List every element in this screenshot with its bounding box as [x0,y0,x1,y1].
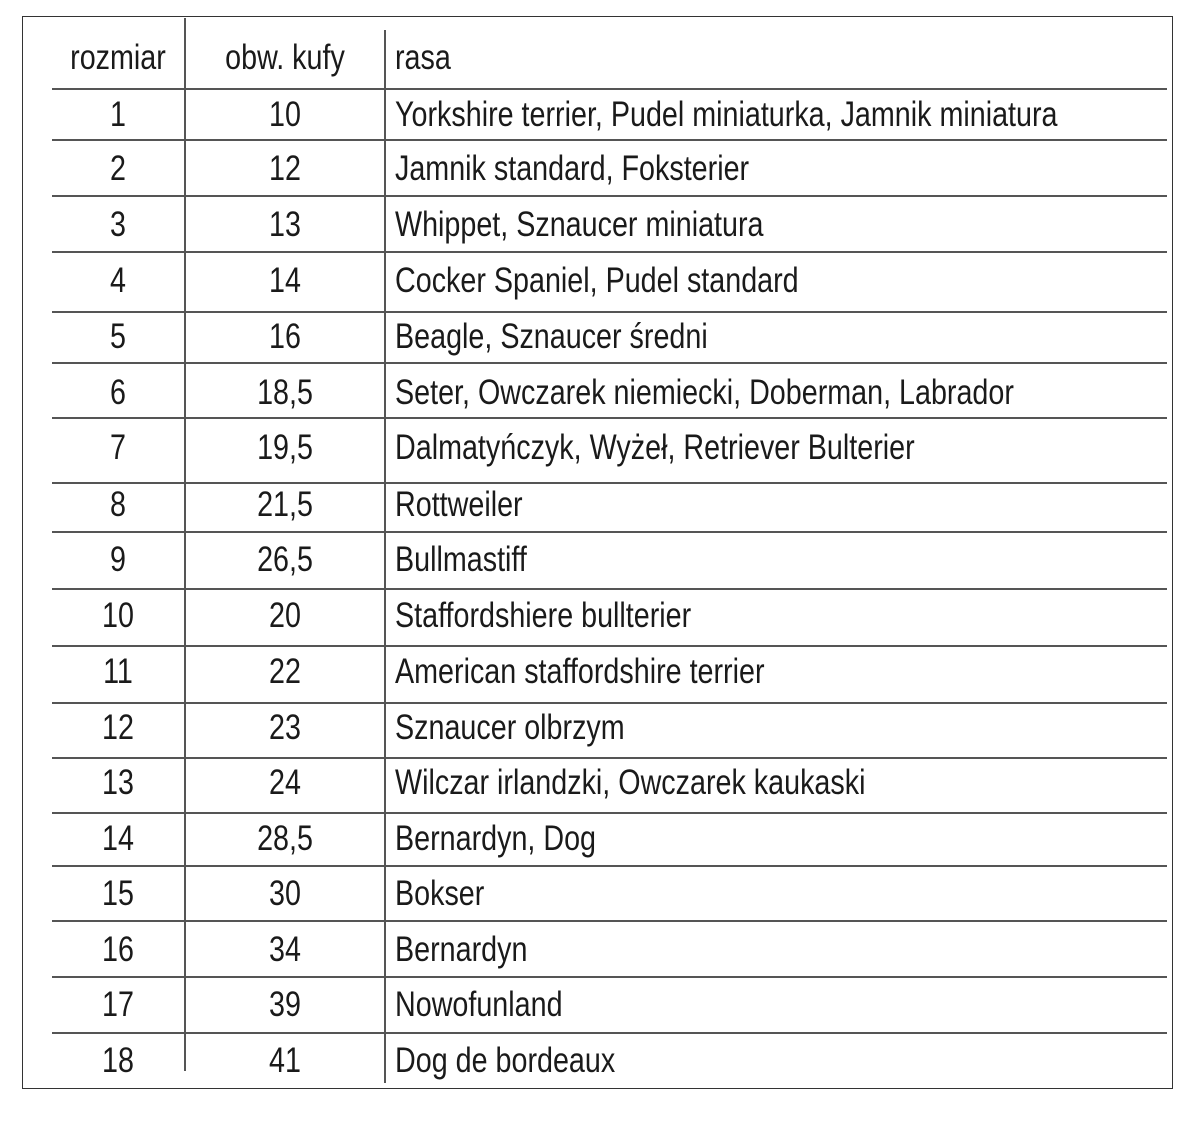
cell-breed: American staffordshire terrier [395,652,765,691]
cell-muzzle: 30 [269,874,301,913]
header-size: rozmiar [70,38,166,77]
cell-muzzle: 34 [269,930,301,969]
cell-breed: Jamnik standard, Foksterier [395,149,750,188]
cell-breed: Bernardyn, Dog [395,819,597,858]
cell-size: 14 [102,819,134,858]
cell-breed: Wilczar irlandzki, Owczarek kaukaski [395,763,866,802]
cell-size: 16 [102,930,134,969]
cell-breed: Dog de bordeaux [395,1041,616,1080]
cell-muzzle: 41 [269,1041,301,1080]
cell-muzzle: 26,5 [257,540,313,579]
cell-size: 8 [110,485,126,524]
cell-breed: Sznaucer olbrzym [395,708,625,747]
cell-muzzle: 24 [269,763,301,802]
cell-size: 4 [110,261,126,300]
cell-breed: Yorkshire terrier, Pudel miniaturka, Jamnik miniatura [395,95,1058,134]
cell-size: 12 [102,708,134,747]
column-divider-size [184,18,186,1071]
cell-size: 7 [110,428,126,467]
cell-breed: Dalmatyńczyk, Wyżeł, Retriever Bulterier [395,428,915,467]
cell-size: 13 [102,763,134,802]
cell-breed: Whippet, Sznaucer miniatura [395,205,764,244]
cell-size: 18 [102,1041,134,1080]
column-divider-muzzle [384,30,386,1083]
cell-muzzle: 21,5 [257,485,313,524]
cell-size: 15 [102,874,134,913]
cell-breed: Nowofunland [395,985,563,1024]
cell-size: 11 [103,652,133,691]
cell-breed: Rottweiler [395,485,523,524]
cell-muzzle: 18,5 [257,373,313,412]
cell-size: 6 [110,373,126,412]
cell-breed: Bernardyn [395,930,528,969]
cell-muzzle: 16 [269,317,301,356]
header-breed: rasa [395,38,451,77]
cell-muzzle: 23 [269,708,301,747]
cell-breed: Beagle, Sznaucer średni [395,317,708,356]
cell-breed: Staffordshiere bullterier [395,596,692,635]
cell-muzzle: 14 [269,261,301,300]
cell-muzzle: 12 [269,149,301,188]
cell-breed: Bullmastiff [395,540,527,579]
cell-breed: Bokser [395,874,485,913]
cell-breed: Seter, Owczarek niemiecki, Doberman, Labrador [395,373,1014,412]
cell-size: 3 [110,205,126,244]
cell-muzzle: 20 [269,596,301,635]
cell-size: 1 [110,95,126,134]
cell-size: 9 [110,540,126,579]
cell-size: 5 [110,317,126,356]
header-muzzle: obw. kufy [225,38,345,77]
cell-muzzle: 13 [269,205,301,244]
cell-breed: Cocker Spaniel, Pudel standard [395,261,799,300]
cell-muzzle: 39 [269,985,301,1024]
cell-muzzle: 22 [269,652,301,691]
cell-size: 2 [110,149,126,188]
cell-muzzle: 28,5 [257,819,313,858]
cell-muzzle: 10 [269,95,301,134]
cell-muzzle: 19,5 [257,428,313,467]
cell-size: 17 [102,985,134,1024]
cell-size: 10 [102,596,134,635]
